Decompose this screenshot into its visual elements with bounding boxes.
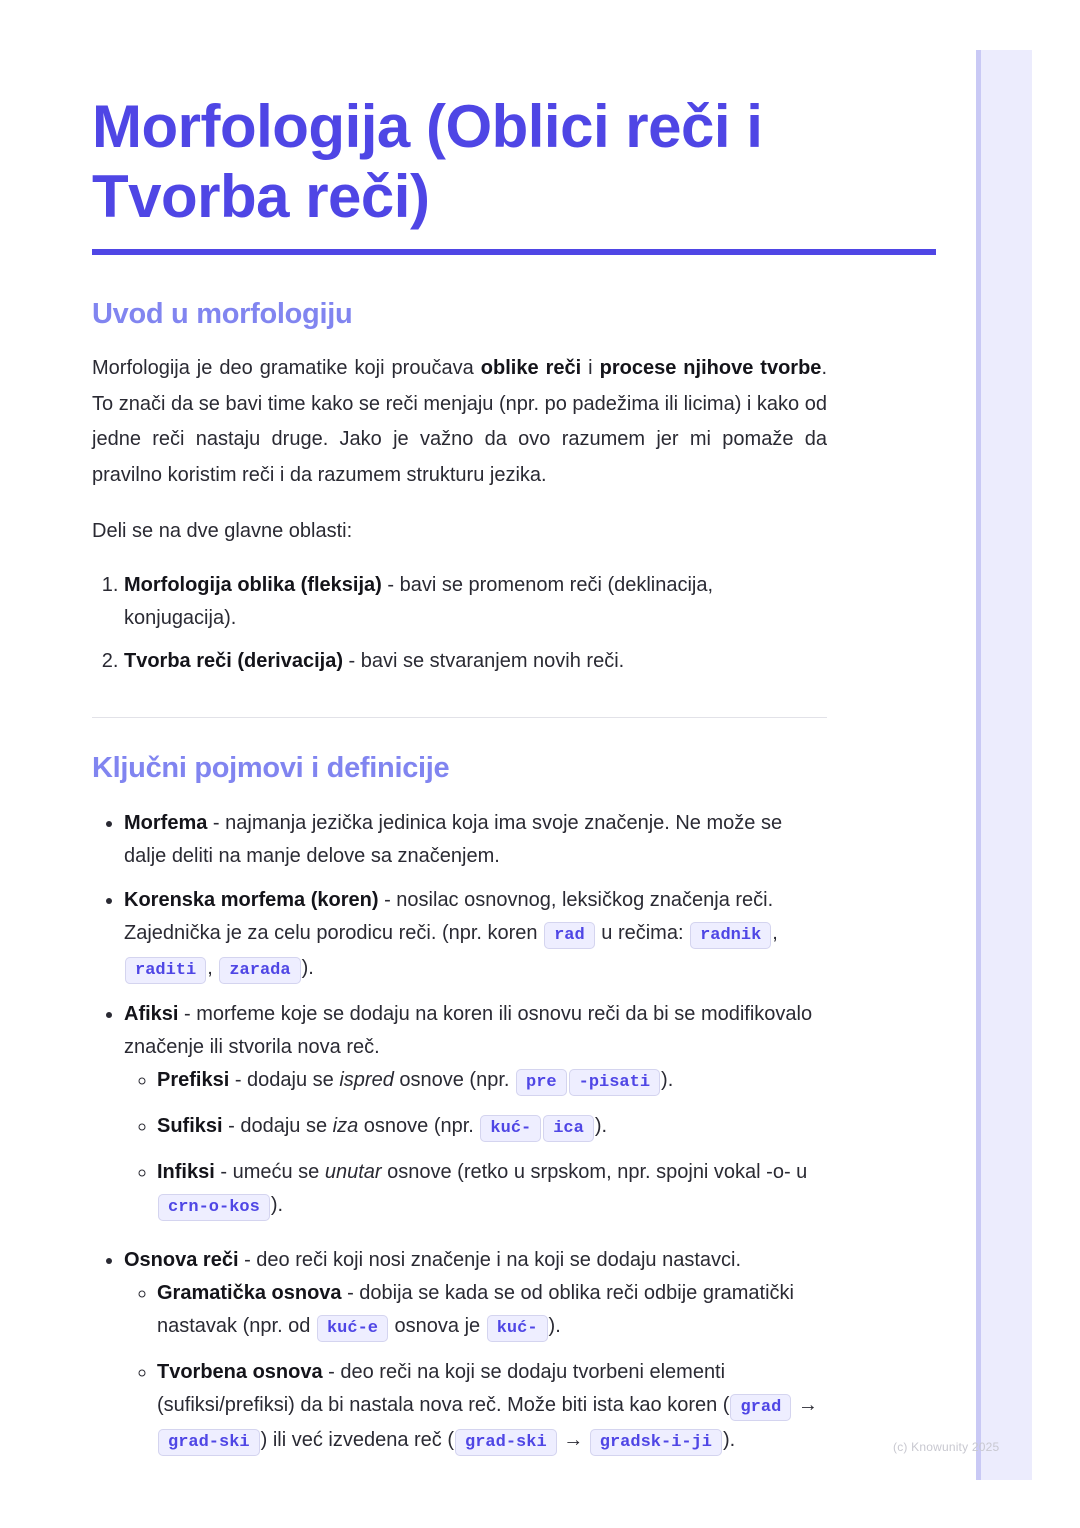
text: , bbox=[207, 957, 219, 979]
areas-intro: Deli se na dve glavne oblasti: bbox=[92, 520, 353, 542]
text: - dobija se kada se od oblika reči odbije gramatički nastavak (npr. od bbox=[157, 1282, 794, 1337]
list-item bbox=[124, 807, 827, 873]
page-title: Morfologija (Oblici reči i Tvorba reči) bbox=[92, 93, 763, 230]
intro-section bbox=[92, 298, 827, 688]
item-text: - najmanja jezička jedinica koja ima svoje značenje. Ne može se dalje deliti na manje delove sa značenjem. bbox=[124, 812, 783, 867]
item-term: Korenska morfema (koren) bbox=[124, 889, 379, 911]
text: i bbox=[581, 357, 600, 379]
title-block bbox=[92, 92, 827, 232]
text: ). bbox=[548, 1315, 561, 1337]
text: , bbox=[772, 922, 778, 944]
emphasis: unutar bbox=[324, 1161, 382, 1183]
item-term: Morfema bbox=[124, 812, 208, 834]
text: ) ili već izvedena reč ( bbox=[260, 1429, 455, 1451]
item-text: - deo reči koji nosi značenje i na koji se dodaju nastavci. bbox=[238, 1249, 742, 1271]
section-divider bbox=[92, 717, 827, 718]
code-example: grad bbox=[730, 1394, 791, 1421]
list-item bbox=[124, 884, 827, 987]
code-example: kuć- bbox=[480, 1115, 541, 1142]
text: Morfologija je deo gramatike koji proučava bbox=[92, 357, 481, 379]
arrow: → bbox=[557, 1429, 589, 1451]
code-example: grad-ski bbox=[455, 1429, 557, 1456]
code-example: gradsk-i-ji bbox=[590, 1429, 722, 1456]
item-term: Gramatička osnova bbox=[157, 1282, 342, 1304]
code-example: zarada bbox=[219, 957, 300, 984]
sub-list bbox=[124, 1064, 827, 1224]
text: ). bbox=[723, 1429, 736, 1451]
list-item bbox=[124, 569, 827, 635]
item-term: Tvorba reči (derivacija) bbox=[124, 650, 343, 672]
item-text: - bavi se promenom reči (deklinacija, konjugacija). bbox=[124, 574, 714, 629]
text: osnove (retko u srpskom, npr. spojni vokal -o- u bbox=[381, 1161, 808, 1183]
sub-item bbox=[157, 1064, 827, 1099]
text: ). bbox=[270, 1194, 284, 1216]
sidebar-edge bbox=[976, 50, 981, 1480]
item-term: Sufiksi bbox=[157, 1115, 223, 1137]
sub-item bbox=[157, 1110, 827, 1145]
code-example: pre bbox=[516, 1069, 567, 1096]
item-term: Morfologija oblika (fleksija) bbox=[124, 574, 382, 596]
text: ). bbox=[661, 1069, 674, 1091]
title-rule bbox=[92, 249, 936, 255]
text: - dodaju se bbox=[222, 1115, 333, 1137]
text: ). bbox=[301, 957, 314, 979]
text: osnove (npr. bbox=[393, 1069, 516, 1091]
item-text: - nosilac osnovnog, leksičkog značenja reči. Zajednička je za celu porodicu reči. (npr. koren bbox=[124, 889, 774, 944]
sub-item bbox=[157, 1277, 827, 1345]
item-term: Infiksi bbox=[157, 1161, 215, 1183]
text: - deo reči na koji se dodaju tvorbeni elementi (sufiksi/prefiksi) da bi nastala nova reč. Može biti ista kao koren ( bbox=[157, 1361, 730, 1416]
code-example: crn-o-kos bbox=[158, 1194, 270, 1221]
intro-heading: Uvod u morfologiju bbox=[92, 298, 353, 330]
sub-item bbox=[157, 1356, 827, 1459]
text: ). bbox=[594, 1115, 608, 1137]
text: u rečima: bbox=[595, 922, 690, 944]
intro-paragraph bbox=[92, 351, 827, 493]
item-text: - morfeme koje se dodaju na koren ili osnovu reči da bi se modifikovalo značenje ili stvorila nova reč. bbox=[124, 1003, 813, 1058]
code-example: kuć- bbox=[487, 1315, 548, 1342]
arrow: → bbox=[792, 1394, 818, 1416]
sub-item bbox=[157, 1156, 827, 1224]
code-example: grad-ski bbox=[158, 1429, 260, 1456]
concepts-heading: Ključni pojmovi i definicije bbox=[92, 752, 450, 784]
sub-list bbox=[124, 1277, 827, 1459]
code-example: raditi bbox=[125, 957, 206, 984]
emphasis: iza bbox=[332, 1115, 359, 1137]
text: . To znači da se bavi time kako se reči menjaju (npr. po padežima ili licima) i kako od jedne reči nastaju druge. Jako je važno da ovo razumem jer mi pomaže da pravilno koristim reči i da razumem strukturu jezika. bbox=[92, 357, 827, 486]
text: osnove (npr. bbox=[358, 1115, 480, 1137]
copyright-note: (c) Knowunity 2025 bbox=[893, 1440, 1000, 1454]
item-term: Osnova reči bbox=[124, 1249, 239, 1271]
text: osnova je bbox=[389, 1315, 486, 1337]
emphasis: ispred bbox=[339, 1069, 394, 1091]
item-term: Afiksi bbox=[124, 1003, 179, 1025]
code-example: -pisati bbox=[569, 1069, 660, 1096]
list-item bbox=[124, 645, 827, 678]
code-example: radnik bbox=[690, 922, 771, 949]
item-term: Prefiksi bbox=[157, 1069, 230, 1091]
item-term: Tvorbena osnova bbox=[157, 1361, 323, 1383]
bold-term: procese njihove tvorbe bbox=[599, 357, 822, 379]
code-example: ica bbox=[543, 1115, 594, 1142]
concepts-list bbox=[92, 807, 827, 1459]
item-text: - bavi se stvaranjem novih reči. bbox=[342, 650, 625, 672]
list-item bbox=[124, 1244, 827, 1459]
text: - umeću se bbox=[214, 1161, 325, 1183]
code-example: rad bbox=[544, 922, 595, 949]
code-example: kuć-e bbox=[317, 1315, 388, 1342]
page-sidebar bbox=[976, 50, 1032, 1480]
list-item bbox=[124, 998, 827, 1224]
areas-list bbox=[92, 569, 827, 678]
bold-term: oblike reči bbox=[480, 357, 582, 379]
text: - dodaju se bbox=[229, 1069, 340, 1091]
concepts-section bbox=[92, 752, 827, 1470]
